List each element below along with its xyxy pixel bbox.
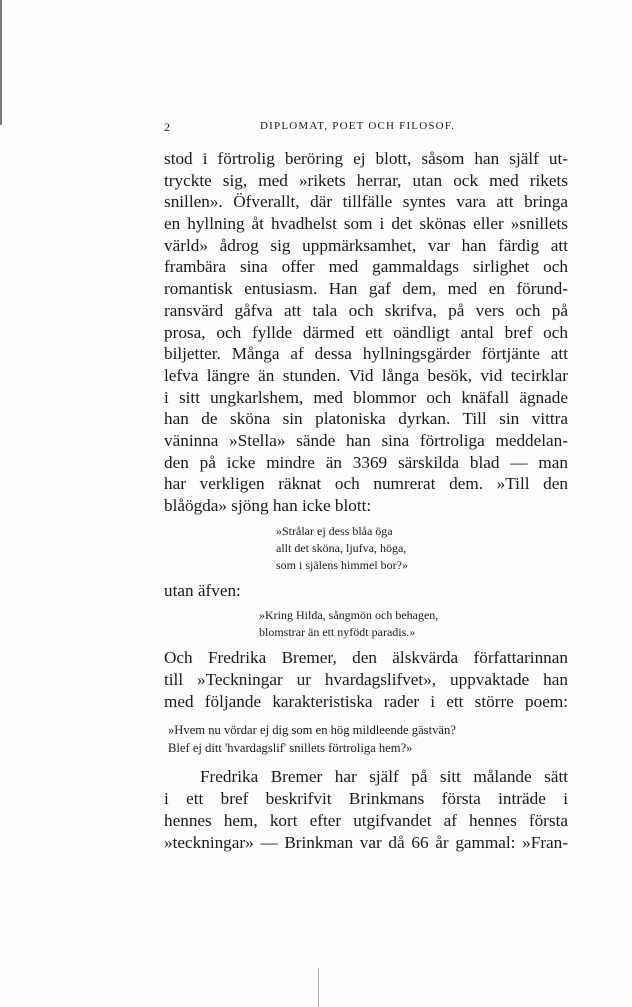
text-line: han de sköna sin platoniska dyrkan. Till sin vittra <box>164 409 568 429</box>
text-line: prosa, och fyllde därmed ett oändligt antal bref och <box>164 322 568 342</box>
running-title: DIPLOMAT, POET OCH FILOSOF. <box>260 120 456 132</box>
text-line: en hyllning åt hvadhelst som i det skönas eller »snillets <box>164 214 568 234</box>
text-line: till »Teckningar ur hvardagslifvet», uppvaktade han <box>164 670 568 690</box>
paragraph-3 <box>164 766 568 853</box>
body-text <box>164 148 568 853</box>
verse-line: »Hvem nu vördar ej dig som en hög mildleende gästvän? <box>168 723 456 738</box>
page-edge <box>0 0 2 125</box>
text-line: värld» ådrog sig uppmärksamhet, var han färdig att <box>164 235 568 255</box>
text-line: »teckningar» — Brinkman var då 66 år gammal: »Fran- <box>164 832 568 852</box>
text-line: romantisk entusiasm. Han gaf dem, med en förund- <box>164 279 568 299</box>
text-line: Och Fredrika Bremer, den älskvärda författarinnan <box>164 648 568 668</box>
verse-line: Blef ej ditt 'hvardagslif' snillets förtroliga hem?» <box>168 741 413 756</box>
text-line: den på icke mindre än 3369 särskilda blad — man <box>164 452 568 472</box>
paragraph-1 <box>164 148 568 517</box>
verse-line: »Kring Hilda, sångmön och behagen, <box>259 608 439 623</box>
text-line: väninna »Stella» sände han sina förtroliga meddelan- <box>164 430 568 450</box>
verse-line: som i själens himmel bor?» <box>276 557 408 572</box>
text-line: ransvärd gåfva att tala och skrifva, på vers och på <box>164 300 568 320</box>
text-line: har verkligen räknat och numrerat dem. »Till den <box>164 474 568 494</box>
text-line: tryckte sig, med »rikets herrar, utan ock med rikets <box>164 170 568 190</box>
text-line: med följande karakteristiska rader i ett större poem: <box>164 691 568 711</box>
page-number: 2 <box>164 120 170 134</box>
text-line: hennes hem, kort efter utgifvandet af hennes första <box>164 810 568 830</box>
text-line: stod i förtrolig beröring ej blott, såsom han själf ut- <box>164 149 568 168</box>
text-line: frambära sina offer med gammaldags sirlighet och <box>164 257 568 277</box>
text-line: Fredrika Bremer har själf på sitt målande sätt <box>200 767 568 787</box>
verse-line: blomstrar än ett nyfödt paradis.» <box>259 625 416 640</box>
verse-line: allt det sköna, ljufva, höga, <box>276 540 407 555</box>
text-line: i sitt ungkarlshem, med blommor och knäfall ägnade <box>164 387 568 407</box>
page-fold-line <box>318 968 319 1007</box>
paragraph-2 <box>164 647 568 712</box>
text-line: lefva längre än stunden. Vid långa besök, vid tecirklar <box>164 365 568 385</box>
verse-line: »Strålar ej dess blåa öga <box>276 523 393 538</box>
verse-quote-2 <box>164 607 568 641</box>
verse-quote-1 <box>164 523 568 574</box>
text-line: i ett bref beskrifvit Brinkmans första inträde i <box>164 789 568 809</box>
verse-quote-3 <box>164 721 568 757</box>
text-line: blåögda» sjöng han icke blott: <box>164 496 372 515</box>
text-line: biljetter. Många af dessa hyllningsgärder förtjänte att <box>164 344 568 364</box>
text-line: utan äfven: <box>164 580 241 600</box>
text-line: snillen». Öfverallt, där tillfälle syntes vara att bringa <box>164 192 568 212</box>
